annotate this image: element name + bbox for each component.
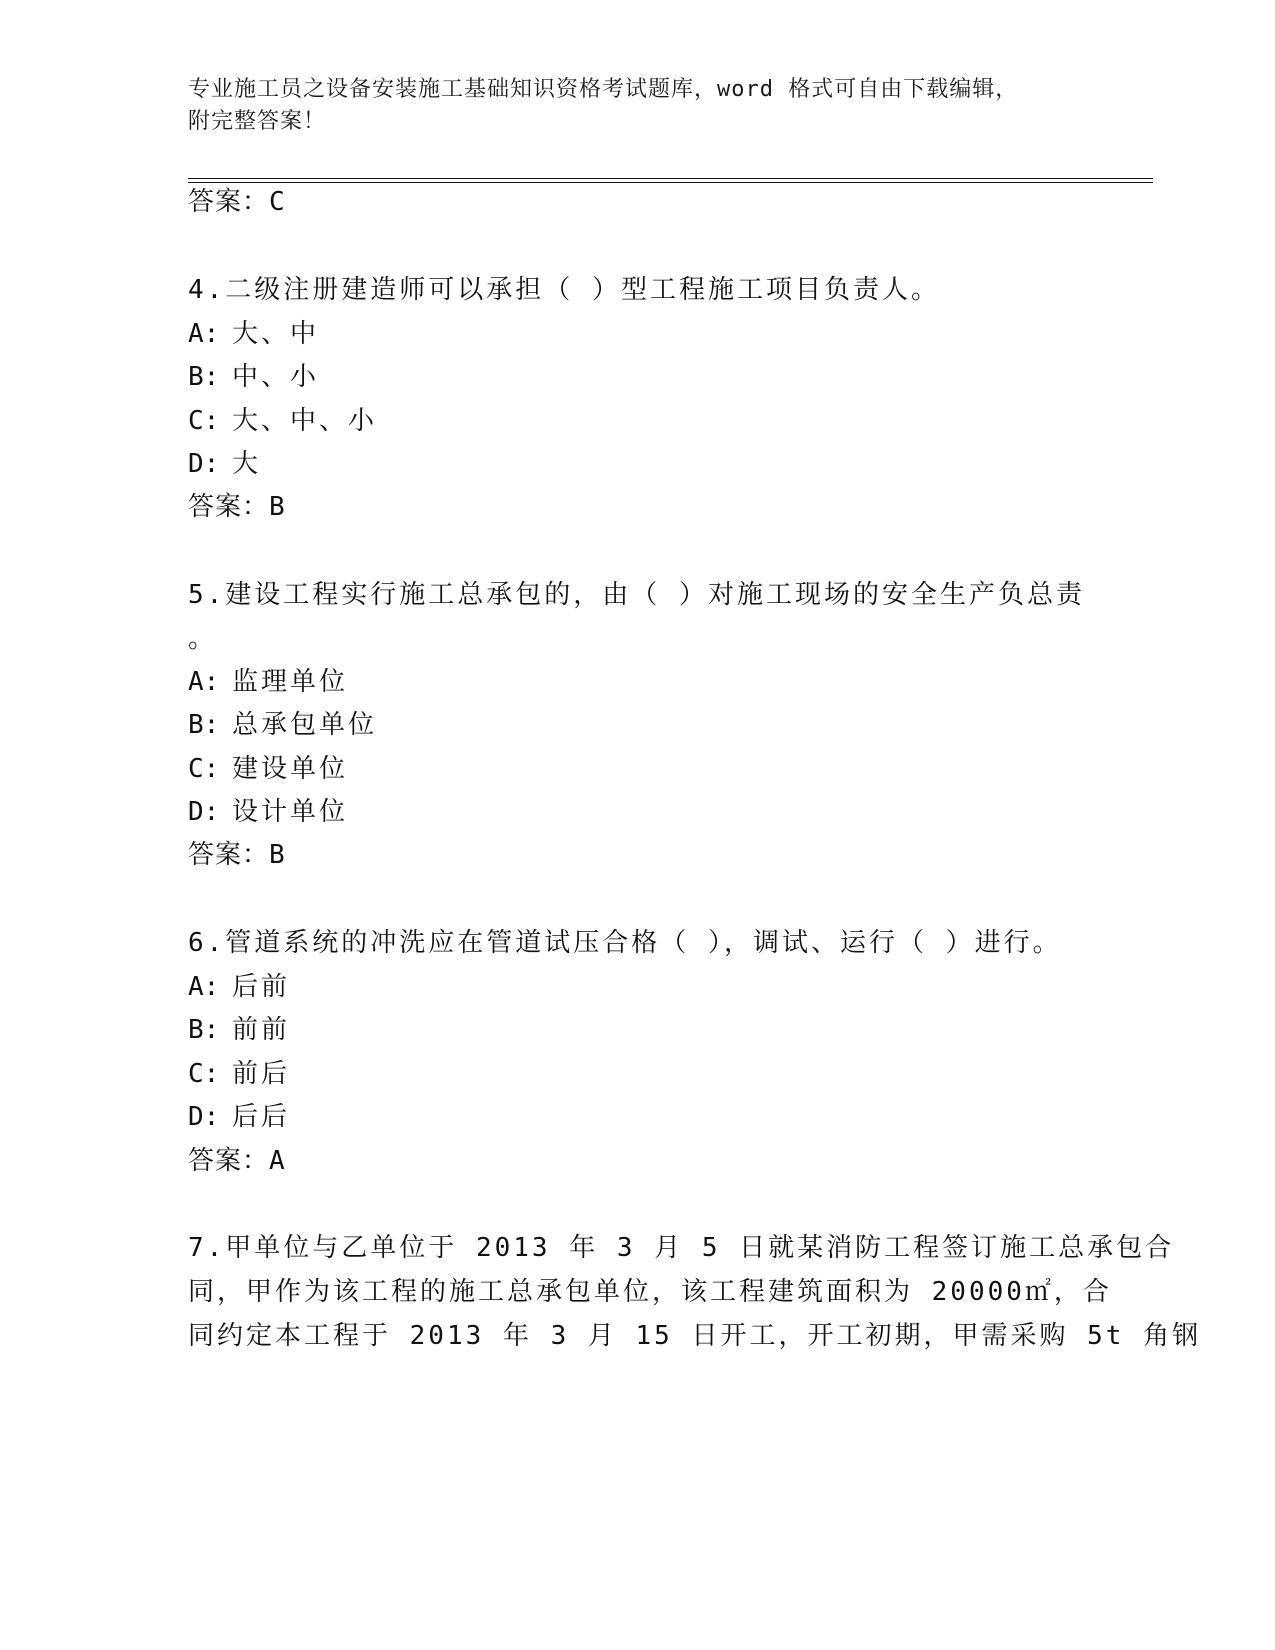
option-label: B: bbox=[188, 1015, 220, 1045]
q6-option-a bbox=[188, 971, 290, 1003]
answer-prefix: 答案： bbox=[188, 492, 270, 522]
option-text: 前前 bbox=[232, 1015, 291, 1045]
option-text: 大 bbox=[232, 449, 262, 479]
option-label: A: bbox=[188, 667, 220, 697]
answer-value: C bbox=[269, 187, 286, 217]
option-label: D: bbox=[188, 797, 220, 827]
option-label: C: bbox=[188, 406, 220, 436]
header-line-2: 附完整答案！ bbox=[188, 109, 327, 134]
q5-option-d bbox=[188, 796, 348, 828]
q4-option-b bbox=[188, 361, 319, 393]
q6-option-d bbox=[188, 1101, 290, 1133]
q5-option-c bbox=[188, 753, 348, 785]
q6-stem: 6.管道系统的冲洗应在管道试压合格（ ），调试、运行（ ）进行。 bbox=[188, 928, 1062, 958]
q3-answer bbox=[188, 186, 286, 218]
q7-stem-line-1: 7.甲单位与乙单位于 2013 年 3 月 5 日就某消防工程签订施工总承包合 bbox=[188, 1233, 1175, 1263]
option-text: 监理单位 bbox=[232, 667, 349, 697]
q4-option-c bbox=[188, 405, 377, 437]
q4-option-d bbox=[188, 448, 261, 480]
q5-stem-line-1: 5.建设工程实行施工总承包的，由（ ）对施工现场的安全生产负总责 bbox=[188, 580, 1085, 610]
q6-option-c bbox=[188, 1058, 290, 1090]
q4-option-a bbox=[188, 318, 319, 350]
q4-answer bbox=[188, 491, 286, 523]
option-label: B: bbox=[188, 710, 220, 740]
header-line-1: 专业施工员之设备安装施工基础知识资格考试题库，word 格式可自由下载编辑， bbox=[188, 77, 1019, 102]
q5-option-a bbox=[188, 666, 348, 698]
q6-option-b bbox=[188, 1014, 290, 1046]
option-text: 建设单位 bbox=[232, 754, 349, 784]
answer-prefix: 答案： bbox=[188, 840, 270, 870]
option-text: 大、中、小 bbox=[232, 406, 378, 436]
option-text: 大、中 bbox=[232, 319, 320, 349]
option-text: 设计单位 bbox=[232, 797, 349, 827]
option-text: 中、小 bbox=[232, 362, 320, 392]
q6-answer bbox=[188, 1145, 286, 1177]
answer-value: B bbox=[269, 492, 286, 522]
answer-prefix: 答案： bbox=[188, 187, 270, 217]
option-text: 总承包单位 bbox=[232, 710, 378, 740]
option-label: D: bbox=[188, 449, 220, 479]
q5-option-b bbox=[188, 709, 377, 741]
option-text: 后后 bbox=[232, 1102, 291, 1132]
q5-stem-line-2: 。 bbox=[188, 624, 218, 654]
option-label: A: bbox=[188, 972, 220, 1002]
q7-stem-line-3: 同约定本工程于 2013 年 3 月 15 日开工，开工初期，甲需采购 5t 角钢 bbox=[188, 1321, 1202, 1351]
answer-prefix: 答案： bbox=[188, 1146, 270, 1176]
document-header bbox=[188, 74, 1088, 138]
option-label: C: bbox=[188, 754, 220, 784]
q4-stem: 4.二级注册建造师可以承担（ ）型工程施工项目负责人。 bbox=[188, 275, 940, 305]
header-divider bbox=[188, 178, 1153, 183]
answer-value: B bbox=[269, 840, 286, 870]
q5-answer bbox=[188, 839, 286, 871]
option-label: B: bbox=[188, 362, 220, 392]
option-label: D: bbox=[188, 1102, 220, 1132]
option-text: 前后 bbox=[232, 1059, 291, 1089]
option-label: C: bbox=[188, 1059, 220, 1089]
q7-stem-line-2: 同，甲作为该工程的施工总承包单位，该工程建筑面积为 20000㎡，合 bbox=[188, 1277, 1112, 1307]
answer-value: A bbox=[269, 1146, 286, 1176]
option-label: A: bbox=[188, 319, 220, 349]
option-text: 后前 bbox=[232, 972, 291, 1002]
